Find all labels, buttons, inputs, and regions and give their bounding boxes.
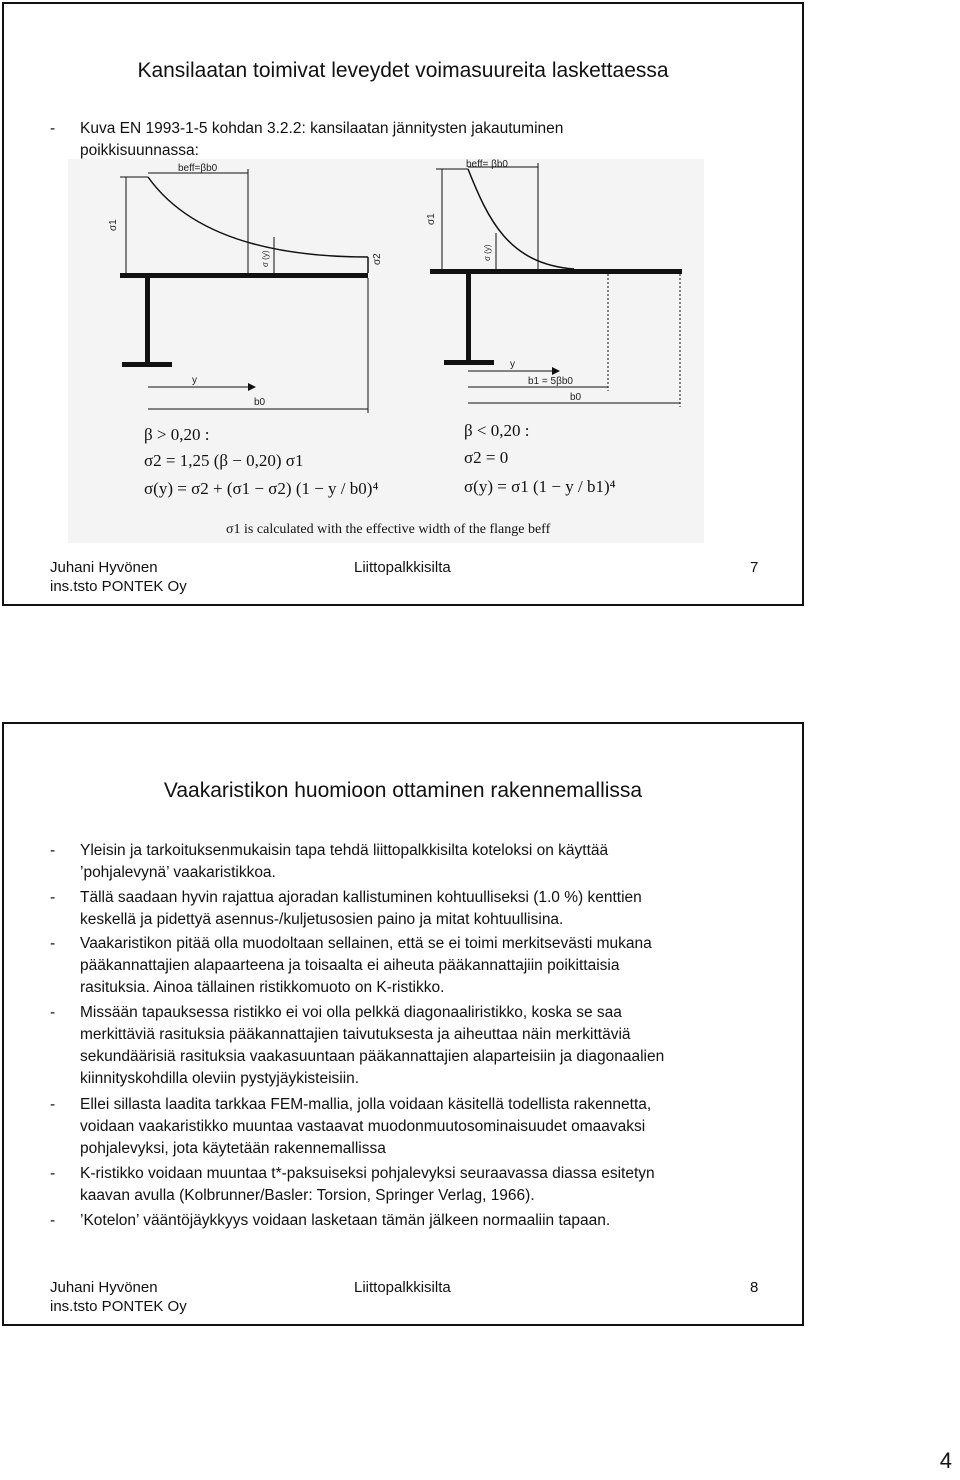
- bullet-item: [50, 1163, 790, 1207]
- condition-formula: β > 0,20 :: [144, 425, 210, 444]
- web-plate: [466, 274, 471, 362]
- bullet-text-line: ’Kotelon’ vääntöjäykkyys voidaan lasketaan tämän jälkeen normaaliin tapaan.: [80, 1212, 611, 1229]
- y-label: y: [192, 375, 197, 386]
- b0-label: b0: [570, 392, 582, 403]
- bullet-dash: -: [50, 1165, 56, 1182]
- footer-company: ins.tsto PONTEK Oy: [50, 1298, 187, 1315]
- bullet-text-line: Missään tapauksessa ristikko ei voi olla pelkkä diagonaaliristikko, koska se saa: [80, 1004, 622, 1021]
- bullet-text-line: sekundäärisiä rasituksia vaakasuuntaan pääkannattajien alaparteisiin ja diagonaalien: [80, 1048, 665, 1065]
- slide-8: [2, 722, 804, 1326]
- bullet-item: [50, 1094, 790, 1160]
- stress-distribution-figure: [68, 159, 704, 543]
- bullet-dash: -: [50, 1096, 56, 1113]
- bullet-item: [50, 887, 790, 931]
- sigmay-label: σ (y): [483, 244, 492, 261]
- bullet-text-line: merkittäviä rasituksia pääkannattajien taivutuksesta ja aiheuttaa näin merkittäviä: [80, 1026, 631, 1043]
- bullet-text-line: pääkannattajien alapaarteena ja toisaalta ei aiheuta pääkannattajiin poikittaisia: [80, 957, 620, 974]
- beff-label: beff=βb0: [178, 163, 218, 174]
- bullet-text-line: kaavan avulla (Kolbrunner/Basler: Torsion, Springer Verlag, 1966).: [80, 1187, 535, 1204]
- bullet-text-line: Yleisin ja tarkoituksenmukaisin tapa tehdä liittopalkkisilta koteloksi on käyttää: [80, 842, 609, 859]
- sigmay-label: σ (y): [261, 250, 270, 267]
- footer-company: ins.tsto PONTEK Oy: [50, 578, 187, 595]
- sigma2-formula: σ2 = 0: [464, 448, 509, 467]
- slide-number: 8: [750, 1279, 759, 1296]
- slide-title: Vaakaristikon huomioon ottaminen rakennemallissa: [163, 779, 643, 802]
- bullet-dash: -: [50, 842, 56, 859]
- b0-label: b0: [254, 397, 266, 408]
- bullet-text-line: rasituksia. Ainoa tällainen ristikkomuoto on K-ristikko.: [80, 979, 445, 996]
- bullet-dash: -: [50, 889, 56, 906]
- bottom-flange: [122, 362, 172, 367]
- bottom-flange: [444, 360, 494, 365]
- sigma2-label: σ2: [372, 253, 383, 265]
- right-diagram: [426, 159, 682, 496]
- figure-caption: σ1 is calculated with the effective width of the flange beff: [226, 522, 551, 537]
- footer-course: Liittopalkkisilta: [354, 559, 451, 576]
- condition-formula: β < 0,20 :: [464, 421, 530, 440]
- bullet-text-line: pohjalevyksi, jota käytetään rakennemallissa: [80, 1140, 386, 1157]
- bullet-item: [50, 840, 790, 884]
- y-label: y: [510, 359, 515, 370]
- beff-label: beff= βb0: [466, 159, 508, 170]
- sigma1-label: σ1: [426, 213, 437, 225]
- sigmay-formula: σ(y) = σ2 + (σ1 − σ2) (1 − y / b0)⁴: [144, 479, 379, 498]
- bullet-text-line: Tällä saadaan hyvin rajattua ajoradan kallistuminen kohtuulliseksi (1.0 %) kenttien: [80, 889, 642, 906]
- footer-author: Juhani Hyvönen: [50, 1279, 158, 1296]
- sigmay-formula: σ(y) = σ1 (1 − y / b1)⁴: [464, 477, 616, 496]
- bullet-dash: -: [50, 1212, 56, 1229]
- bullet-text-line: poikkisuunnassa:: [80, 142, 199, 159]
- b1-label: b1 = 5βb0: [528, 376, 573, 387]
- arrowhead: [552, 367, 560, 375]
- bullet-text-line: keskellä ja pidettyä asennus-/kuljetusosien paino ja mitat kohtuullisina.: [80, 911, 564, 928]
- sigma2-formula: σ2 = 1,25 (β − 0,20) σ1: [144, 451, 304, 470]
- page-number: 4: [939, 1448, 952, 1473]
- slide-title: Kansilaatan toimivat leveydet voimasuureita laskettaessa: [137, 59, 669, 82]
- bullet-dash: -: [50, 120, 56, 137]
- stress-diagram: [68, 159, 704, 543]
- bullet-text-line: Ellei sillasta laadita tarkkaa FEM-mallia, jolla voidaan käsitellä todellista rakennetta,: [80, 1096, 652, 1113]
- bullet-text-line: kiinnityskohdilla oleviin pystyjäykisteisiin.: [80, 1070, 360, 1087]
- bullet-dash: -: [50, 1004, 56, 1021]
- flange-plate: [120, 273, 368, 278]
- bullet-dash: -: [50, 935, 56, 952]
- slide-7: [2, 2, 804, 606]
- bullet-item: [50, 1002, 790, 1090]
- bullet-text-line: Vaakaristikon pitää olla muodoltaan sellainen, että se ei toimi merkitsevästi mukana: [80, 935, 652, 952]
- bullet-item: [50, 1210, 790, 1232]
- flange-plate: [430, 269, 682, 274]
- stress-curve: [148, 177, 368, 257]
- sigma1-label: σ1: [108, 219, 119, 231]
- arrowhead: [248, 383, 256, 391]
- bullet-item: [50, 118, 790, 162]
- bullet-text-line: K-ristikko voidaan muuntaa t*-paksuiseksi pohjalevyksi seuraavassa diassa esitetyn: [80, 1165, 655, 1182]
- left-diagram: [108, 163, 383, 498]
- web-plate: [145, 278, 150, 364]
- bullet-text-line: ’pohjalevynä’ vaakaristikkoa.: [80, 864, 276, 881]
- bullet-item: [50, 933, 790, 999]
- bullet-text-line: Kuva EN 1993-1-5 kohdan 3.2.2: kansilaatan jännitysten jakautuminen: [80, 120, 564, 137]
- slide-number: 7: [750, 559, 759, 576]
- bullet-text-line: voidaan vaakaristikko muuntaa vastaavat muodonmuutosominaisuudet omaavaksi: [80, 1118, 646, 1135]
- footer-course: Liittopalkkisilta: [354, 1279, 451, 1296]
- footer-author: Juhani Hyvönen: [50, 559, 158, 576]
